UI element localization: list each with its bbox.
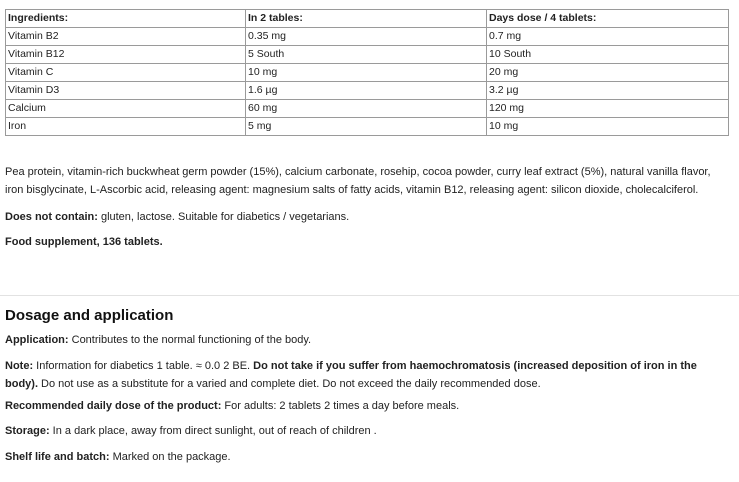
food-supplement-line: Food supplement, 136 tablets.: [5, 236, 163, 248]
application-text: Contributes to the normal functioning of the body.: [68, 334, 312, 346]
table-cell-daily-dose: 3.2 µg: [487, 82, 729, 100]
table-cell-ingredient: Calcium: [6, 100, 246, 118]
table-cell-per-2-tablets: 5 South: [246, 46, 487, 64]
note-text-diabetics: Information for diabetics 1 table. ≈ 0.0 2 BE.: [33, 360, 254, 372]
ingredients-paragraph: Pea protein, vitamin-rich buckwheat germ powder (15%), calcium carbonate, rosehip, cocoa powder, curry leaf extract (5%), natural vanilla flavor, iron bisglycinate, L-Ascorbic acid, releasing agent: magnesium salts of fatty acids, vitamin B12, releasing agent: silicon dioxide, cholecalciferol.: [5, 166, 711, 196]
application-paragraph: [5, 331, 311, 349]
shelf-life-paragraph: [5, 448, 231, 466]
table-cell-per-2-tablets: 10 mg: [246, 64, 487, 82]
storage-text: In a dark place, away from direct sunlight, out of reach of children .: [49, 425, 377, 437]
note-paragraph: [5, 357, 729, 393]
does-not-contain-text: gluten, lactose. Suitable for diabetics / vegetarians.: [97, 211, 350, 223]
table-cell-daily-dose: 10 mg: [487, 118, 729, 136]
table-row: [6, 118, 729, 136]
table-cell-per-2-tablets: 1.6 µg: [246, 82, 487, 100]
shelf-life-text: Marked on the package.: [109, 451, 231, 463]
does-not-contain-paragraph: [5, 208, 349, 226]
recommended-dose-label: Recommended daily dose of the product:: [5, 400, 222, 412]
table-cell-ingredient: Vitamin C: [6, 64, 246, 82]
nutrition-table-container: [5, 9, 729, 136]
nutrition-table-body: [6, 10, 729, 136]
note-warning-haemochromatosis: Do not take if you suffer from haemochromatosis (increased deposition of iron in the body).: [5, 360, 697, 390]
does-not-contain-label: Does not contain:: [5, 211, 98, 223]
application-label: Application:: [5, 334, 69, 346]
nutrition-table: [5, 9, 729, 136]
table-cell-ingredient: Iron: [6, 118, 246, 136]
table-row: [6, 46, 729, 64]
table-row: [6, 100, 729, 118]
table-cell-daily-dose: 0.7 mg: [487, 28, 729, 46]
section-divider: [0, 295, 739, 296]
table-cell-per-2-tablets: 5 mg: [246, 118, 487, 136]
note-text-usage: Do not use as a substitute for a varied and complete diet. Do not exceed the daily recommended dose.: [38, 378, 541, 390]
table-row: [6, 64, 729, 82]
header-days-dose: Days dose / 4 tablets:: [487, 10, 729, 28]
table-cell-per-2-tablets: 60 mg: [246, 100, 487, 118]
recommended-dose-paragraph: [5, 397, 459, 415]
note-label: Note:: [5, 360, 34, 372]
table-cell-daily-dose: 120 mg: [487, 100, 729, 118]
table-cell-daily-dose: 10 South: [487, 46, 729, 64]
table-cell-per-2-tablets: 0.35 mg: [246, 28, 487, 46]
table-cell-ingredient: Vitamin B12: [6, 46, 246, 64]
shelf-life-label: Shelf life and batch:: [5, 451, 110, 463]
table-cell-daily-dose: 20 mg: [487, 64, 729, 82]
table-row: [6, 28, 729, 46]
dosage-heading: Dosage and application: [5, 307, 174, 324]
recommended-dose-text: For adults: 2 tablets 2 times a day before meals.: [221, 400, 460, 412]
storage-paragraph: [5, 422, 377, 440]
table-cell-ingredient: Vitamin D3: [6, 82, 246, 100]
header-ingredients: Ingredients:: [6, 10, 246, 28]
table-row: [6, 82, 729, 100]
header-in-2-tablets: In 2 tables:: [246, 10, 487, 28]
storage-label: Storage:: [5, 425, 50, 437]
table-cell-ingredient: Vitamin B2: [6, 28, 246, 46]
table-header-row: [6, 10, 729, 28]
